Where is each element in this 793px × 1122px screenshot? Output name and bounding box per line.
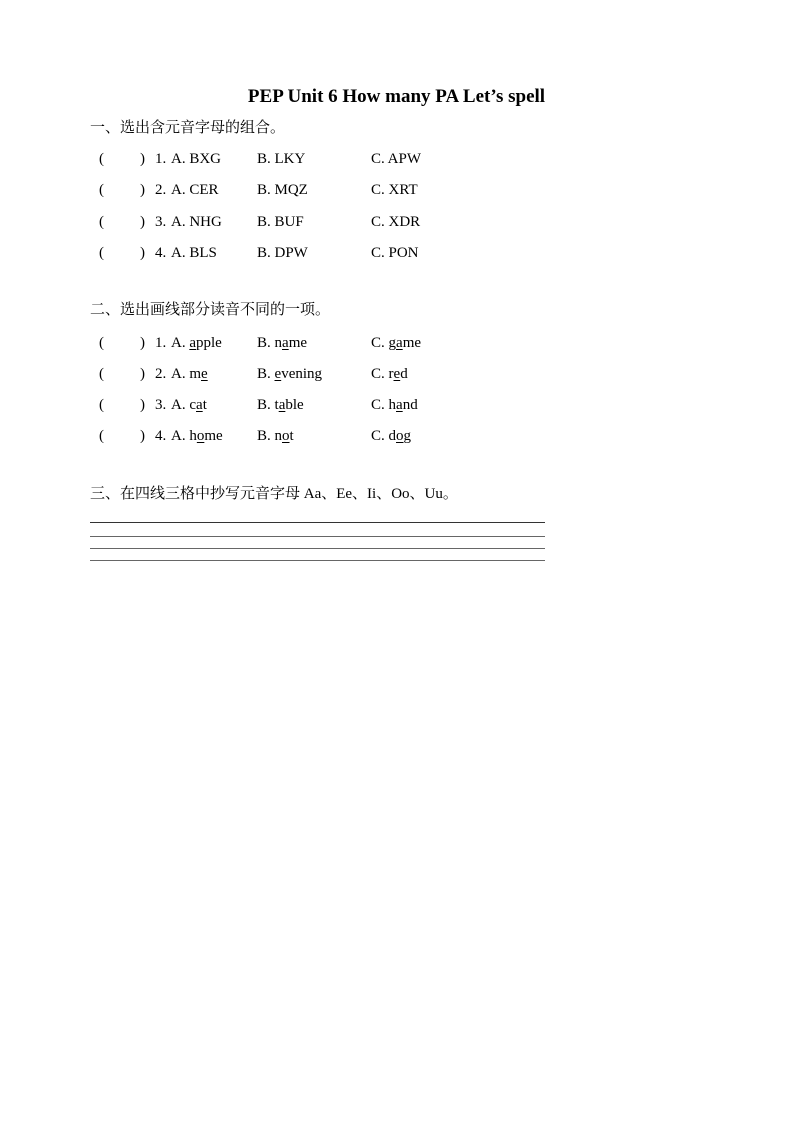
question-row (0, 332, 793, 354)
option-label: B. (257, 366, 275, 382)
answer-paren-open[interactable]: ( (99, 182, 104, 198)
word-part: t (202, 397, 207, 413)
option-label: A. (171, 428, 190, 444)
underlined-letters: o (282, 428, 290, 444)
writing-line-2 (90, 536, 545, 537)
word-part: vening (281, 366, 323, 382)
word-part: ble (285, 397, 304, 413)
underlined-letters: a (196, 397, 203, 413)
underlined-letters: e (274, 366, 282, 382)
option-a (171, 394, 207, 416)
word-part: n (274, 335, 283, 351)
word-part: d (388, 428, 397, 444)
question-number: 1. (155, 335, 167, 351)
answer-paren-close[interactable]: ) (140, 214, 145, 230)
option-a: A. BXG (171, 151, 222, 167)
question-number: 3. (155, 214, 167, 230)
option-b: B. MQZ (257, 182, 308, 198)
option-label: C. (371, 428, 389, 444)
four-line-writing-grid[interactable] (90, 522, 545, 562)
answer-paren-open[interactable]: ( (99, 397, 104, 413)
word-part: h (388, 397, 397, 413)
underlined-letters: a (278, 397, 286, 413)
option-label: B. (257, 397, 275, 413)
word-part: g (403, 428, 412, 444)
option-c (371, 332, 421, 354)
option-c: C. PON (371, 245, 419, 261)
underlined-letters: a (396, 335, 403, 351)
word-part: t (274, 397, 279, 413)
word-part: me (204, 428, 223, 444)
option-b (257, 394, 304, 416)
word-part: t (289, 428, 294, 444)
option-c: C. XRT (371, 182, 418, 198)
question-number: 3. (155, 397, 167, 413)
option-label: A. (171, 335, 190, 351)
word-part: n (274, 428, 283, 444)
option-label: C. (371, 397, 389, 413)
answer-paren-close[interactable]: ) (140, 335, 145, 351)
underlined-letters: a (396, 397, 403, 413)
answer-paren-open[interactable]: ( (99, 151, 104, 167)
question-number: 1. (155, 151, 167, 167)
option-label: C. (371, 335, 389, 351)
option-c (371, 394, 418, 416)
question-number: 4. (155, 428, 167, 444)
option-label: C. (371, 366, 389, 382)
option-a (171, 332, 222, 354)
answer-paren-close[interactable]: ) (140, 151, 145, 167)
question-row (0, 425, 793, 447)
underlined-letters: a (189, 335, 197, 351)
writing-line-top (90, 522, 545, 523)
answer-paren-open[interactable]: ( (99, 335, 104, 351)
option-a (171, 363, 208, 385)
answer-paren-open[interactable]: ( (99, 245, 104, 261)
page-title: PEP Unit 6 How many PA Let’s spell (247, 86, 546, 107)
writing-line-bottom (90, 560, 545, 561)
section3-heading: 三、在四线三格中抄写元音字母 Aa、Ee、Ii、Oo、Uu。 (90, 486, 458, 502)
underlined-letters: o (196, 428, 205, 444)
question-row (0, 363, 793, 385)
answer-paren-close[interactable]: ) (140, 366, 145, 382)
option-a: A. NHG (171, 214, 222, 230)
option-c: C. XDR (371, 214, 421, 230)
option-label: A. (171, 397, 190, 413)
option-label: B. (257, 428, 275, 444)
option-c (371, 363, 408, 385)
option-c: C. APW (371, 151, 422, 167)
question-row (0, 394, 793, 416)
underlined-letters: o (396, 428, 404, 444)
answer-paren-open[interactable]: ( (99, 366, 104, 382)
question-number: 2. (155, 182, 167, 198)
option-a: A. CER (171, 182, 219, 198)
option-label: A. (171, 366, 190, 382)
word-part: pple (196, 335, 222, 351)
question-row (0, 148, 793, 170)
question-row (0, 179, 793, 201)
option-b (257, 363, 322, 385)
question-number: 2. (155, 366, 167, 382)
option-a (171, 425, 223, 447)
underlined-letters: e (201, 366, 208, 382)
word-part: g (388, 335, 397, 351)
option-b: B. LKY (257, 151, 306, 167)
word-part: me (288, 335, 308, 351)
writing-line-3 (90, 548, 545, 549)
section1-heading: 一、选出含元音字母的组合。 (90, 120, 286, 136)
option-label: B. (257, 335, 275, 351)
option-b: B. DPW (257, 245, 308, 261)
option-c (371, 425, 411, 447)
section2-heading: 二、选出画线部分读音不同的一项。 (90, 302, 331, 318)
answer-paren-close[interactable]: ) (140, 397, 145, 413)
question-number: 4. (155, 245, 167, 261)
word-part: nd (402, 397, 418, 413)
word-part: r (388, 366, 394, 382)
option-b (257, 332, 307, 354)
underlined-letters: a (282, 335, 289, 351)
word-part: h (189, 428, 197, 444)
option-b (257, 425, 294, 447)
answer-paren-close[interactable]: ) (140, 428, 145, 444)
answer-paren-close[interactable]: ) (140, 245, 145, 261)
word-part: m (189, 366, 202, 382)
answer-paren-open[interactable]: ( (99, 428, 104, 444)
question-row (0, 242, 793, 264)
answer-paren-close[interactable]: ) (140, 182, 145, 198)
word-part: me (402, 335, 422, 351)
answer-paren-open[interactable]: ( (99, 214, 104, 230)
word-part: d (400, 366, 408, 382)
underlined-letters: e (393, 366, 401, 382)
question-row (0, 211, 793, 233)
option-b: B. BUF (257, 214, 304, 230)
option-a: A. BLS (171, 245, 217, 261)
word-part: c (189, 397, 197, 413)
